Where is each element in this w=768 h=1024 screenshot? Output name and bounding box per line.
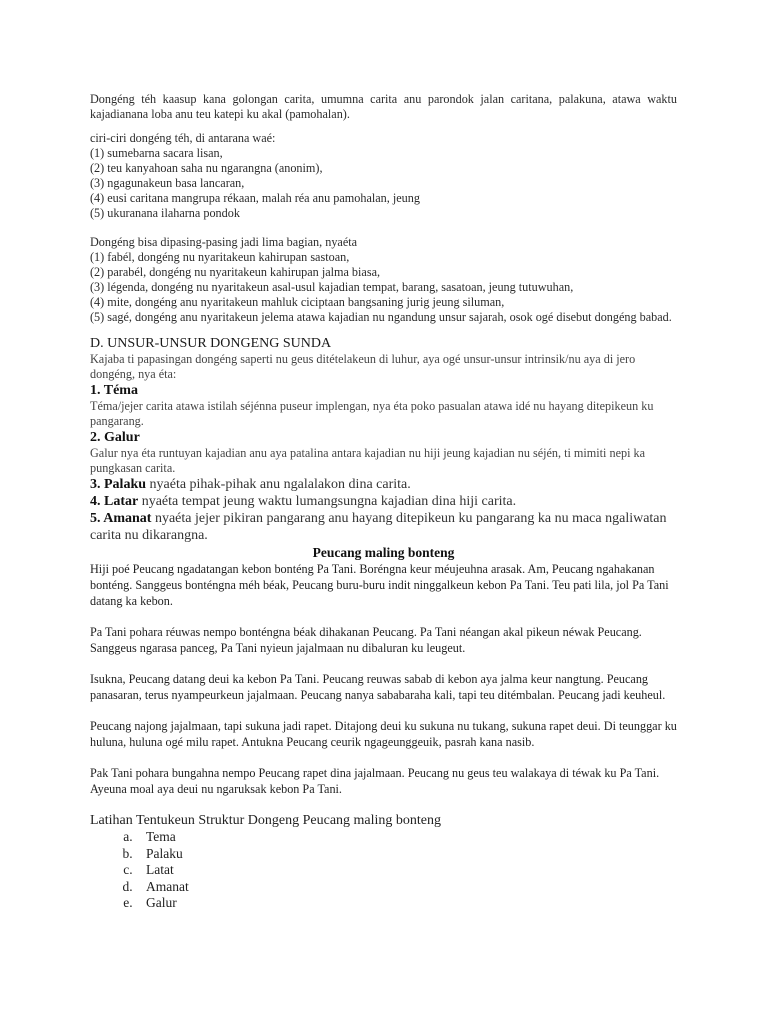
characteristic-item: (1) sumebarna sacara lisan, [90,146,223,160]
characteristics-heading: ciri-ciri dongéng téh, di antarana waé: [90,131,276,145]
story-paragraph: Hiji poé Peucang ngadatangan kebon bonténg Pa Tani. Boréngna keur méujeuhna arasak. Am, Peucang ngahakanan bonténg. Sanggeus bonténgna méh béak, Peucang buru-buru indit ninggalkeun kebon Pa Tani. Teu pati lila, jol Pa Tani datang ka kebon. [90,562,669,608]
tema-text: Téma/jejer carita atawa istilah séjénna puseur implengan, nya éta poko pasualan atawa idé nu hayang ditepikeun ku pangarang. [90,399,654,428]
characteristic-item: (2) teu kanyahoan saha nu ngarangna (anonim), [90,161,323,175]
characteristics-list [90,131,677,221]
characteristic-item: (4) eusi caritana mangrupa rékaan, malah réa anu pamohalan, jeung [90,191,420,205]
exercise-title: Latihan Tentukeun Struktur Dongeng Peucang maling bonteng [90,813,442,828]
palaku-text: nyaéta pihak-pihak anu ngalalakon dina carita. [146,477,411,492]
amanat-line [90,510,677,544]
type-item: (5) sagé, dongéng anu nyaritakeun jelema atawa kajadian nu ngandung unsur sajarah, osok ogé disebut dongéng babad. [90,310,672,324]
amanat-text: nyaéta jejer pikiran pangarang anu hayang ditepikeun ku pangarang ka nu maca ngaliwatan carita nu dikarangna. [90,511,667,543]
intro-paragraph: Dongéng téh kaasup kana golongan carita, umumna carita anu parondok jalan caritana, palakuna, atawa waktu kajadianana loba anu teu katepi ku akal (pamohalan). [90,92,677,121]
story-paragraph: Pak Tani pohara bungahna nempo Peucang rapet dina jajalmaan. Peucang nu geus teu walakaya di téwak ku Pa Tani. Ayeuna moal aya deui nu ngaruksak kebon Pa Tani. [90,766,660,796]
type-item: (2) parabél, dongéng nu nyaritakeun kahirupan jalma biasa, [90,265,381,279]
document-page [90,92,677,912]
type-item: (4) mite, dongéng anu nyaritakeun mahluk ciciptaan bangsaning jurig jeung siluman, [90,295,505,309]
section-d-intro: Kajaba ti papasingan dongéng saperti nu geus ditételakeun di luhur, aya ogé unsur-unsur intrinsik/nu aya di jero dongéng, nya éta: [90,352,636,381]
characteristic-item: (5) ukuranana ilaharna pondok [90,206,240,220]
type-item: (3) légenda, dongéng nu nyaritakeun asal-usul kajadian tempat, barang, sasatoan, jeung tutuwuhan, [90,280,574,294]
story-paragraph: Pa Tani pohara réuwas nempo bonténgna béak dihakanan Peucang. Pa Tani néangan akal pikeun néwak Peucang. Sanggeus ngarasa panceg, Pa Tani nyieun jajalmaan nu dibaluran ku leugeut. [90,625,642,655]
amanat-term: 5. Amanat [90,511,152,526]
palaku-line [90,476,677,493]
exercise-list [90,829,677,912]
latar-line [90,493,677,510]
latar-text: nyaéta tempat jeung waktu lumangsungna kajadian dina hiji carita. [138,494,517,509]
story-paragraph: Isukna, Peucang datang deui ka kebon Pa Tani. Peucang reuwas sabab di kebon aya jalma keur nangtung. Peucang panasaran, terus nyampeurkeun jajalmaan. Peucang nanya sababaraha kali, tapi teu ditémbalan. Peucang jadi keuheul. [90,672,666,702]
exercise-item: a. Tema [136,829,677,846]
latar-term: 4. Latar [90,494,139,509]
exercise-item: e. Galur [136,895,677,912]
exercise-item: b. Palaku [136,846,677,863]
types-heading: Dongéng bisa dipasing-pasing jadi lima bagian, nyaéta [90,235,358,249]
type-item: (1) fabél, dongéng nu nyaritakeun kahirupan sastoan, [90,250,350,264]
exercise-item: c. Latat [136,862,677,879]
exercise-item: d. Amanat [136,879,677,896]
galur-heading: 2. Galur [90,430,140,445]
galur-text: Galur nya éta runtuyan kajadian anu aya patalina antara kajadian nu hiji jeung kajadian nu séjén, ti mimiti nepi ka pungkasan carita. [90,446,646,475]
types-list [90,235,677,325]
story-title: Peucang maling bonteng [312,545,455,560]
story-paragraph: Peucang najong jajalmaan, tapi sukuna jadi rapet. Ditajong deui ku sukuna nu tukang, sukuna rapet deui. Di teunggar ku huluna, huluna ogé milu rapet. Antukna Peucang ceurik ngageunggeuik, pasrah kana nasib. [90,719,677,749]
palaku-term: 3. Palaku [90,477,147,492]
tema-heading: 1. Téma [90,383,138,398]
characteristic-item: (3) ngagunakeun basa lancaran, [90,176,245,190]
section-d-heading: D. UNSUR-UNSUR DONGENG SUNDA [90,336,332,351]
